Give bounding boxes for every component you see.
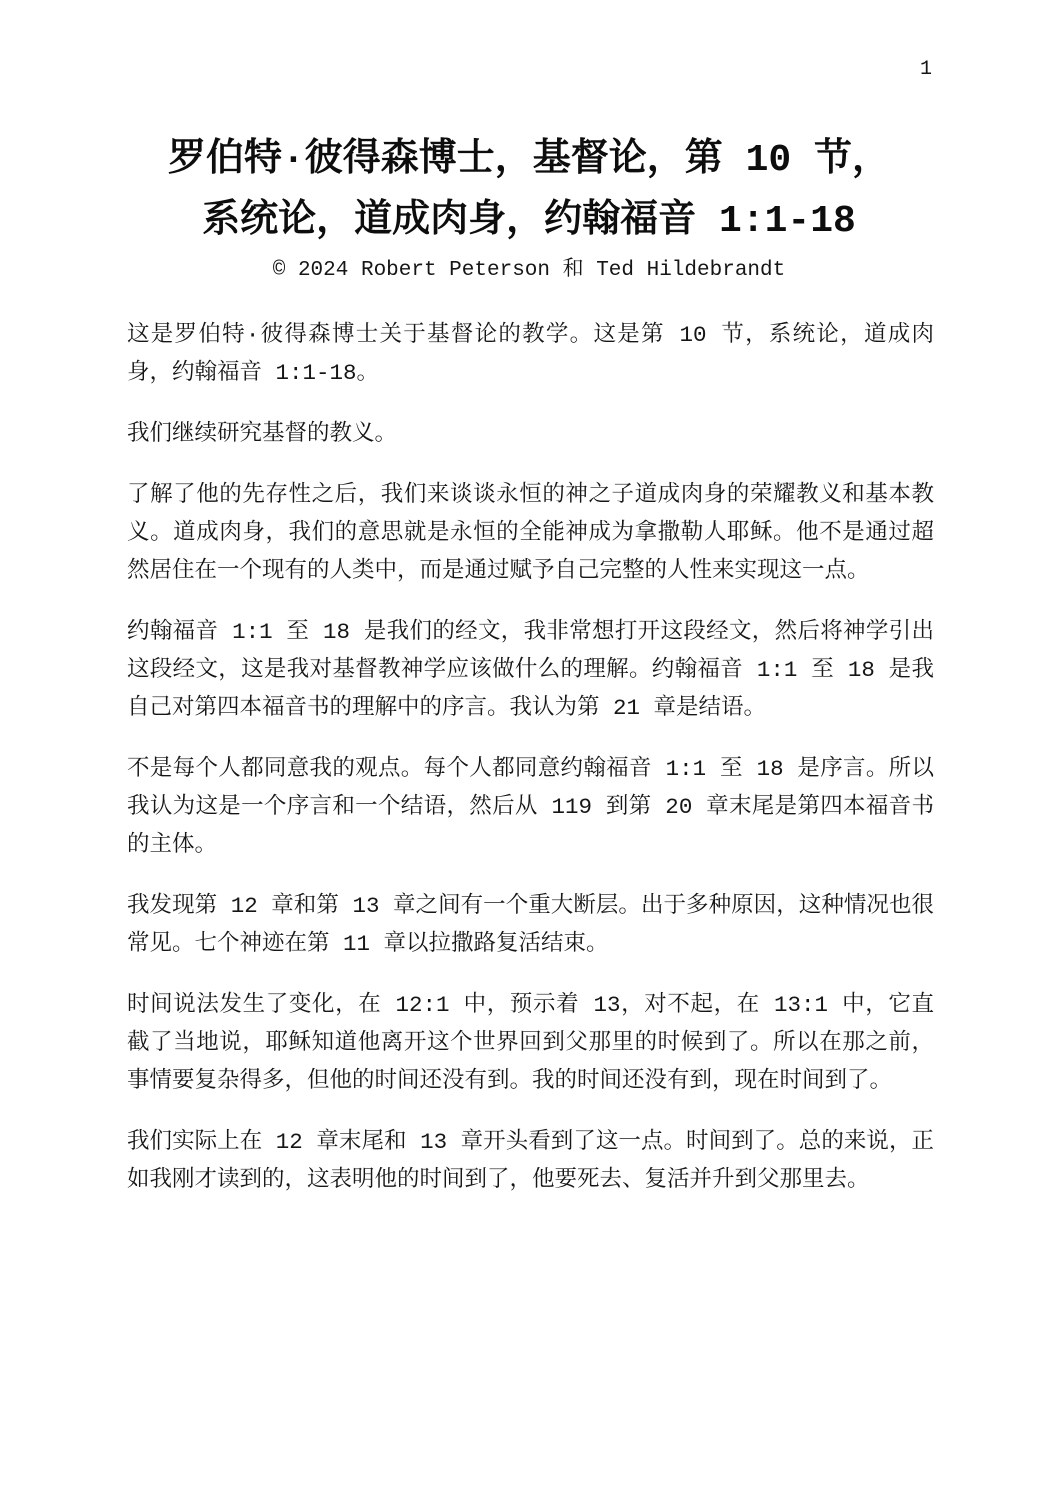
paragraph: 时间说法发生了变化，在 12:1 中，预示着 13，对不起，在 13:1 中，它直截了当地说，耶稣知道他离开这个世界回到父那里的时候到了。所以在那之前，事情要复杂得多，但他的时间还没有到。我的时间还没有到，现在时间到了。: [127, 992, 934, 1094]
paragraph: 了解了他的先存性之后，我们来谈谈永恒的神之子道成肉身的荣耀教义和基本教义。道成肉身，我们的意思就是永恒的全能神成为拿撒勒人耶稣。他不是通过超然居住在一个现有的人类中，而是通过赋予自己完整的人性来实现这一点。: [127, 482, 934, 584]
title-line-2: 系统论，道成肉身，约翰福音 1:1-18: [202, 200, 856, 243]
paragraph: 这是罗伯特·彼得森博士关于基督论的教学。这是第 10 节，系统论，道成肉身，约翰福音 1:1-18。: [127, 322, 934, 386]
paragraph: 约翰福音 1:1 至 18 是我们的经文，我非常想打开这段经文，然后将神学引出这段经文，这是我对基督教神学应该做什么的理解。约翰福音 1:1 至 18 是我自己对第四本福音书的理解中的序言。我认为第 21 章是结语。: [127, 619, 934, 721]
paragraph: 我发现第 12 章和第 13 章之间有一个重大断层。出于多种原因，这种情况也很常见。七个神迹在第 11 章以拉撒路复活结束。: [127, 893, 934, 957]
document-title: [0, 130, 1058, 252]
document-body: [0, 286, 1058, 1199]
title-line-1: 罗伯特·彼得森博士，基督论，第 10 节，: [167, 139, 891, 182]
paragraph: 我们实际上在 12 章末尾和 13 章开头看到了这一点。时间到了。总的来说，正如我刚才读到的，这表明他的时间到了，他要死去、复活并升到父那里去。: [127, 1129, 934, 1193]
paragraph: 我们继续研究基督的教义。: [127, 421, 398, 447]
page-number: 1: [919, 58, 932, 81]
paragraph: 不是每个人都同意我的观点。每个人都同意约翰福音 1:1 至 18 是序言。所以我认为这是一个序言和一个结语，然后从 119 到第 20 章末尾是第四本福音书的主体。: [127, 756, 934, 858]
copyright-line: © 2024 Robert Peterson 和 Ted Hildebrandt: [272, 259, 786, 282]
